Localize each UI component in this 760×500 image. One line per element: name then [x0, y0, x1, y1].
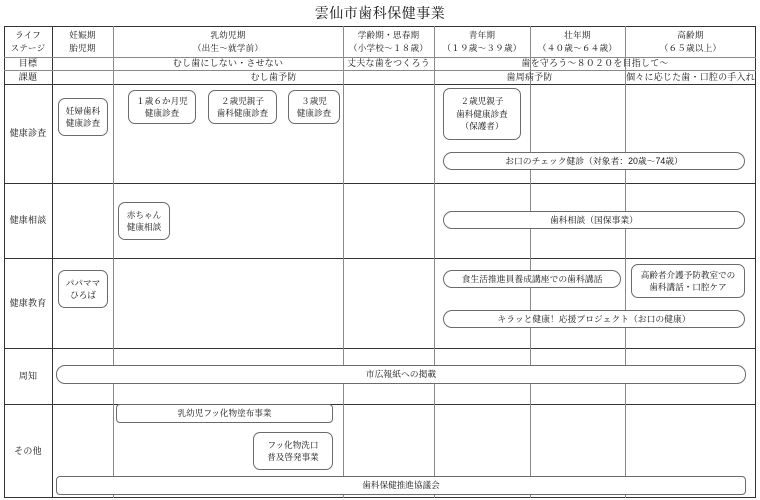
- box-checkup-18month-line2: 健康診査: [144, 108, 180, 118]
- colheader-middle-line2: （４０歳～６４歳）: [537, 42, 618, 53]
- colheader-infancy-line1: 乳幼児期: [210, 30, 246, 41]
- rowheader-life-stage-line1: ライフ: [15, 30, 41, 41]
- colheader-infancy-line2: （出生～就学前）: [192, 42, 264, 53]
- row-separator-education: [4, 348, 756, 349]
- box-infant-fluoride-application[interactable]: 乳幼児フッ化物塗布事業: [116, 404, 333, 423]
- box-papa-mama-hiroba-line1: パパママ: [65, 277, 101, 288]
- colline-infancy-school: [343, 26, 344, 498]
- colheader-elderly-line2: （６５歳以上）: [659, 42, 722, 53]
- box-checkup-3yo-line1: ３歳児: [301, 95, 327, 106]
- row-separator-consultation: [4, 258, 756, 259]
- header-separator-bottom: [4, 84, 756, 85]
- rowheader-goal: 目標: [18, 58, 38, 69]
- box-kirari-health-project[interactable]: キラッと健康！応援プロジェクト（お口の健康）: [443, 310, 745, 328]
- box-fluoride-mouthrinse-promotion-line1: フッ化物洗口: [267, 439, 319, 450]
- box-dental-health-council[interactable]: 歯科保健推進協議会: [56, 476, 746, 495]
- box-maternal-dental-checkup[interactable]: [58, 98, 108, 136]
- box-checkup-2yo-parent-child-line1: ２歳児親子: [221, 95, 264, 106]
- box-fluoride-mouthrinse-promotion-line2: 普及啓発事業: [267, 452, 319, 462]
- box-dental-consultation-kokuho[interactable]: 歯科相談（国保事業）: [443, 211, 745, 229]
- rowheader-issue: 課題: [18, 71, 38, 82]
- colheader-elderly: [625, 26, 756, 57]
- colline-pregnancy-infancy: [113, 26, 114, 498]
- box-checkup-18month[interactable]: [128, 90, 196, 124]
- box-papa-mama-hiroba-line2: ひろば: [70, 290, 96, 300]
- box-oral-check-exam[interactable]: お口のチェック健診（対象者：20歳～74歳）: [443, 152, 745, 170]
- colline-youth-middle: [530, 26, 531, 498]
- colheader-youth-line2: （１９歳～３９歳）: [442, 42, 522, 53]
- rowheader-others: その他: [14, 445, 42, 456]
- colheader-youth-line1: 青年期: [468, 30, 496, 41]
- box-elderly-care-prevention-class-line2: 歯科講話・口腔ケア: [649, 282, 727, 292]
- box-checkup-18month-line1: １歳６か月児: [136, 95, 188, 106]
- rowheader-life-stage: [4, 26, 52, 57]
- colheader-elderly-line1: 高齢期: [677, 30, 704, 41]
- colheader-middle: [530, 26, 625, 57]
- box-maternal-dental-checkup-line1: 妊婦歯科: [65, 105, 101, 116]
- colheader-school: [343, 26, 434, 57]
- colheader-youth: [434, 26, 530, 57]
- rowheader-health-education: 健康教育: [9, 297, 47, 308]
- colline-school-youth: [434, 26, 435, 498]
- box-checkup-2yo-guardian-line3: （保護者）: [460, 121, 504, 132]
- box-checkup-2yo-guardian-line1: ２歳児親子: [460, 96, 504, 107]
- rowheader-column-separator: [52, 26, 53, 498]
- program-table: [4, 26, 756, 498]
- box-elderly-care-prevention-class-line1: 高齢者介護予防教室での: [640, 269, 736, 280]
- rowheader-health-consultation: 健康相談: [9, 215, 47, 226]
- colheader-school-line1: 学齢期・思春期: [357, 30, 420, 41]
- goal-adult: 歯を守ろう～８０２０を目指して～: [521, 58, 669, 69]
- box-city-bulletin[interactable]: 市広報紙への掲載: [56, 365, 746, 384]
- colline-middle-elderly: [625, 26, 626, 498]
- box-papa-mama-hiroba[interactable]: [58, 270, 108, 308]
- box-elderly-care-prevention-class[interactable]: [631, 264, 745, 298]
- rowheader-health-checkup: 健康診査: [9, 128, 47, 139]
- box-dietary-promoter-lecture[interactable]: 食生活推進員養成講座での歯科講話: [443, 270, 621, 288]
- box-checkup-3yo[interactable]: [288, 90, 340, 124]
- issue-caries: むし歯予防: [250, 71, 297, 82]
- table-frame: [4, 26, 756, 498]
- colheader-pregnancy: [52, 26, 113, 57]
- box-checkup-2yo-parent-child-line2: 歯科健康診査: [216, 108, 269, 118]
- box-fluoride-mouthrinse-promotion[interactable]: [253, 432, 333, 470]
- box-baby-consultation-line1: 赤ちゃん: [126, 209, 162, 220]
- row-separator-checkup: [4, 183, 756, 184]
- colheader-infancy: [113, 26, 343, 57]
- rowheader-publicity: 周知: [18, 370, 38, 381]
- colheader-pregnancy-line1: 妊娠期: [69, 30, 96, 41]
- colheader-pregnancy-line2: 胎児期: [69, 42, 96, 53]
- box-checkup-3yo-line2: 健康診査: [296, 108, 332, 118]
- page-title: 雲仙市歯科保健事業: [314, 5, 446, 21]
- box-checkup-2yo-guardian-line2: 歯科健康診査: [456, 108, 508, 119]
- box-baby-consultation-line2: 健康相談: [126, 222, 162, 232]
- colheader-middle-line1: 壮年期: [564, 30, 591, 41]
- issue-perio: 歯周病予防: [506, 71, 553, 82]
- rowheader-life-stage-line2: ステージ: [10, 42, 46, 53]
- box-checkup-2yo-guardian[interactable]: [443, 88, 521, 140]
- issue-individual: 個々に応じた歯・口腔の手入れ: [626, 71, 755, 82]
- box-maternal-dental-checkup-line2: 健康診査: [65, 118, 101, 128]
- goal-school: 丈夫な歯をつくろう: [347, 58, 430, 69]
- colheader-school-line2: （小学校～１８歳）: [348, 42, 429, 53]
- goal-infancy: むし歯にしない・させない: [172, 58, 284, 69]
- box-baby-consultation[interactable]: [118, 202, 170, 240]
- box-checkup-2yo-parent-child[interactable]: [208, 90, 277, 124]
